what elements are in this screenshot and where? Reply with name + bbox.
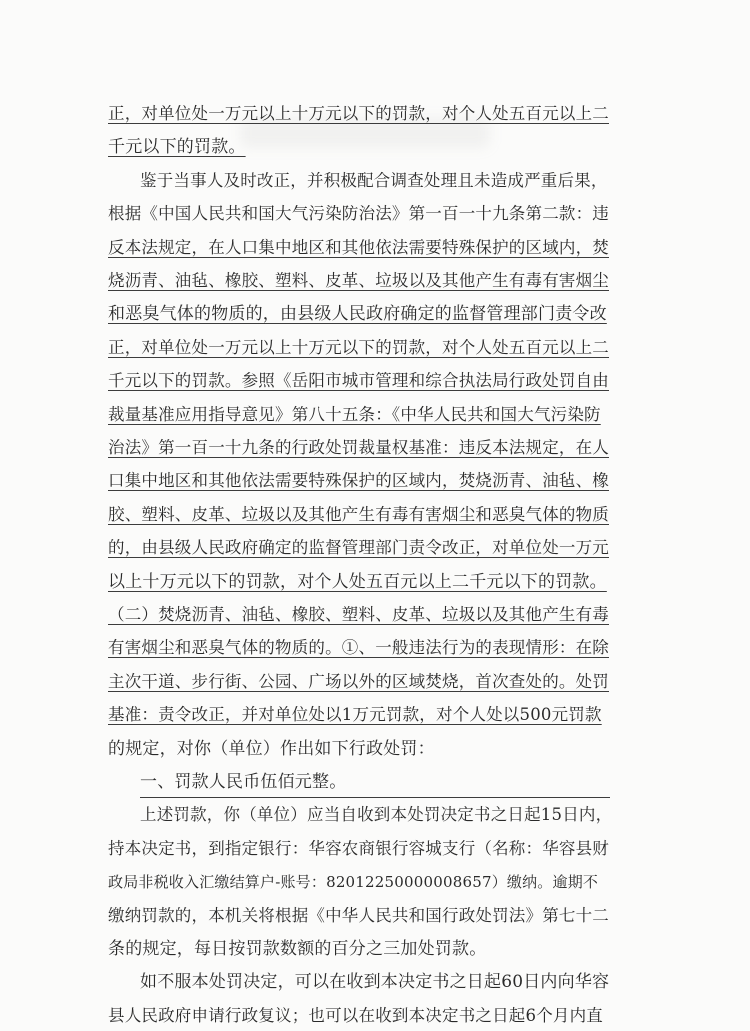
- text-line: 口集中地区和其他依法需要特殊保护的区域内，焚烧沥青、油毡、橡: [108, 471, 609, 491]
- text-line: 反本法规定，在人口集中地区和其他依法需要特殊保护的区域内，焚: [108, 237, 609, 257]
- text-line: 的规定，对你（单位）作出如下行政处罚：: [108, 738, 435, 759]
- text-line: 上述罚款，你（单位）应当自收到本处罚决定书之日起15日内，: [140, 805, 613, 825]
- text-line: 烧沥青、油毡、橡胶、塑料、皮革、垃圾以及其他产生有毒有害烟尘: [108, 271, 609, 290]
- text-line: 缴纳罚款的，本机关将根据《中华人民共和国行政处罚法》第七十二: [108, 905, 609, 925]
- text-line: 如不服本处罚决定，可以在收到本决定书之日起60日内向华容: [140, 972, 610, 993]
- penalty-line: 一、罚款人民币伍佰元整。: [140, 772, 347, 792]
- text-line: 的，由县级人民政府确定的监督管理部门责令改正，对单位处一万元: [108, 538, 609, 558]
- text-line: 裁量基准应用指导意见》第八十五条：《中华人民共和国大气污染防: [108, 404, 601, 424]
- text-line: 千元以下的罚款。: [108, 137, 246, 158]
- text-line: 正，对单位处一万元以上十万元以下的罚款，对个人处五百元以上二: [108, 104, 609, 123]
- text-line: 条的规定，每日按罚款数额的百分之三加处罚款。: [108, 939, 487, 959]
- text-line: （二）焚烧沥青、油毡、橡胶、塑料、皮革、垃圾以及其他产生有毒: [108, 605, 609, 624]
- text-line: 正，对单位处一万元以上十万元以下的罚款，对个人处五百元以上二: [108, 337, 609, 357]
- text-line: 治法》第一百一十九条的行政处罚裁量权基准：违反本法规定，在人: [108, 438, 609, 457]
- penalty-underline: [140, 797, 610, 798]
- text-line: 政局非税收入汇缴结算户-账号：82012250000008657）缴纳。逾期不: [108, 873, 599, 892]
- text-line: 和恶臭气体的物质的，由县级人民政府确定的监督管理部门责令改: [108, 304, 607, 325]
- text-line: 鉴于当事人及时改正，并积极配合调查处理且未造成严重后果，: [140, 170, 608, 190]
- text-line: 胶、塑料、皮革、垃圾以及其他产生有毒有害烟尘和恶臭气体的物质: [108, 504, 609, 524]
- text-line: 根据《中国人民共和国大气污染防治法》第一百一十九条第二款：违: [108, 204, 609, 224]
- text-line: 持本决定书，到指定银行：华容农商银行容城支行（名称：华容县财: [108, 838, 609, 858]
- text-line: 有害烟尘和恶臭气体的物质的。①、一般违法行为的表现情形：在除: [108, 638, 609, 658]
- text-line: 县人民政府申请行政复议；也可以在收到本决定书之日起6个月内直: [108, 1005, 603, 1025]
- text-line: 基准：责令改正，并对单位处以1万元罚款，对个人处以500元罚款: [108, 705, 602, 725]
- text-line: 以上十万元以下的罚款，对个人处五百元以上二千元以下的罚款。: [108, 571, 607, 592]
- text-line: 千元以下的罚款。参照《岳阳市城市管理和综合执法局行政处罚自由: [108, 371, 609, 391]
- text-line: 主次干道、步行街、公园、广场以外的区域焚烧，首次查处的。处罚: [108, 671, 609, 691]
